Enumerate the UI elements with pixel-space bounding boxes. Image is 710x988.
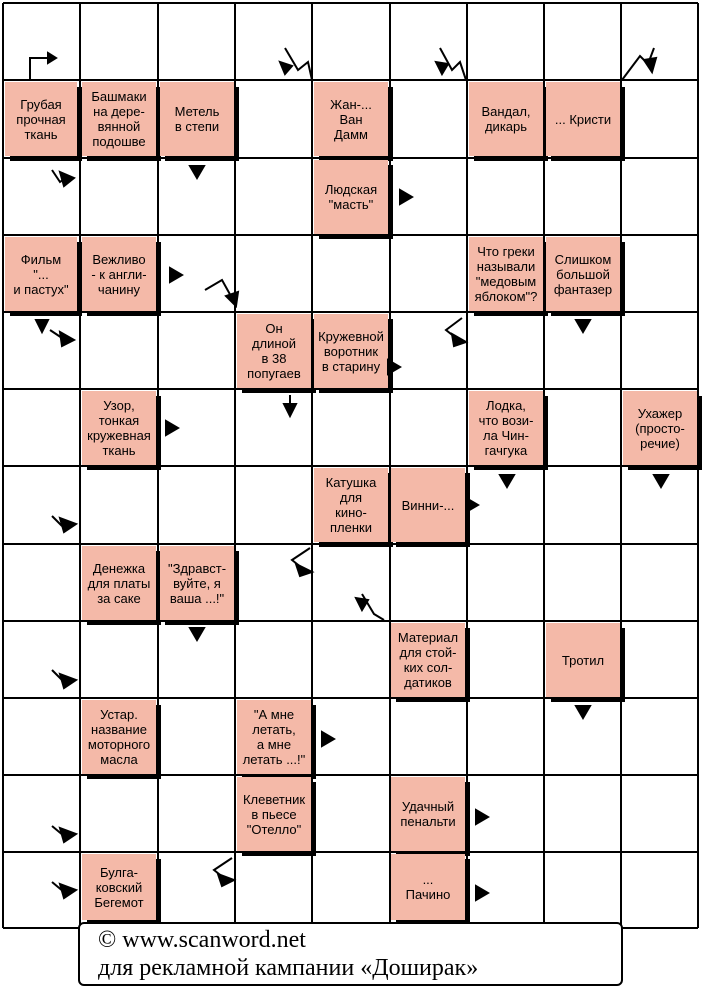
- arrow-icon: [500, 475, 514, 487]
- arrow-icon: [654, 475, 668, 487]
- clue-text: Тротил: [561, 652, 605, 668]
- clue-text: ... Пачино: [405, 872, 451, 902]
- clue-text: ... Кристи: [554, 111, 612, 127]
- clue-text: Материал для стой- ких сол- датиков: [397, 630, 459, 690]
- clue-text: Башмаки на дере- вянной подошве: [91, 89, 147, 149]
- arrow-icon: [322, 732, 334, 746]
- clue-text: Он длиной в 38 попугаев: [247, 321, 301, 381]
- arrow-icon: [60, 172, 74, 186]
- clue-text: Клеветник в пьесе "Отелло": [242, 791, 306, 837]
- arrow-icon: [466, 498, 478, 512]
- clue-text: Вандал, дикарь: [481, 104, 531, 134]
- clue-text: Людская "масть": [324, 182, 378, 212]
- clue-text: Катушка для кино- пленки: [325, 475, 377, 535]
- clue-text: "А мне летать, а мне летать ...!": [242, 707, 306, 767]
- clue-text: Что греки называли "медовым яблоком"?: [474, 244, 538, 304]
- footer-credit: [78, 922, 623, 986]
- clue-text: Лодка, что вози- ла Чин- гачгука: [478, 398, 534, 458]
- arrow-icon: [436, 62, 448, 74]
- arrow-icon: [284, 404, 296, 416]
- arrow-icon: [170, 268, 182, 282]
- clue-text: Метель в степи: [174, 104, 220, 134]
- arrow-icon: [60, 828, 76, 842]
- arrow-icon: [190, 166, 204, 178]
- arrow-icon: [48, 53, 56, 63]
- arrow-icon: [166, 421, 178, 435]
- arrow-icon: [226, 292, 238, 306]
- arrow-icon: [576, 706, 590, 718]
- footer-line-copyright: © www.scanword.net: [98, 927, 306, 953]
- arrow-icon: [400, 190, 412, 204]
- clue-text: Вежливо - к англи- чанину: [91, 251, 147, 297]
- clue-text: Денежка для платы за саке: [87, 560, 151, 606]
- clue-text: Кружевной воротник в старину: [318, 328, 384, 374]
- arrow-icon: [60, 884, 76, 898]
- arrow-icon: [644, 58, 656, 72]
- arrow-icon: [280, 62, 292, 74]
- arrow-icon: [60, 674, 76, 688]
- clue-text: Фильм "... и пастух": [13, 251, 69, 297]
- arrow-icon: [190, 628, 204, 640]
- clue-text: Узор, тонкая кружевная ткань: [87, 398, 151, 458]
- arrow-icon: [36, 320, 48, 332]
- arrow-icon: [452, 334, 466, 346]
- clue-text: Слишком большой фантазер: [553, 251, 613, 297]
- arrow-icon: [60, 518, 76, 532]
- arrow-icon: [356, 598, 368, 610]
- arrow-icon: [292, 548, 310, 568]
- arrow-icon: [576, 320, 590, 332]
- arrow-icon: [476, 886, 488, 900]
- clue-text: Винни-...: [401, 497, 455, 513]
- arrow-icon: [60, 332, 74, 346]
- clue-text: Булга- ковский Бегемот: [94, 864, 144, 910]
- arrow-icon: [296, 564, 312, 576]
- arrow-icon: [388, 360, 400, 374]
- clue-text: Грубая прочная ткань: [16, 96, 66, 142]
- clue-text: "Здравст- вуйте, я ваша ...!": [167, 560, 227, 606]
- arrow-icon: [30, 58, 48, 80]
- arrow-icon: [218, 874, 234, 886]
- arrow-icon: [362, 594, 384, 620]
- clue-text: Жан-... Ван Дамм: [330, 96, 372, 142]
- arrow-icon: [476, 810, 488, 824]
- clue-text: Ухажер (просто- речие): [635, 405, 685, 451]
- clue-text: Устар. название моторного масла: [87, 707, 151, 767]
- clue-text: Удачный пенальти: [400, 799, 456, 829]
- footer-line-campaign: для рекламной кампании «Доширак»: [98, 955, 479, 981]
